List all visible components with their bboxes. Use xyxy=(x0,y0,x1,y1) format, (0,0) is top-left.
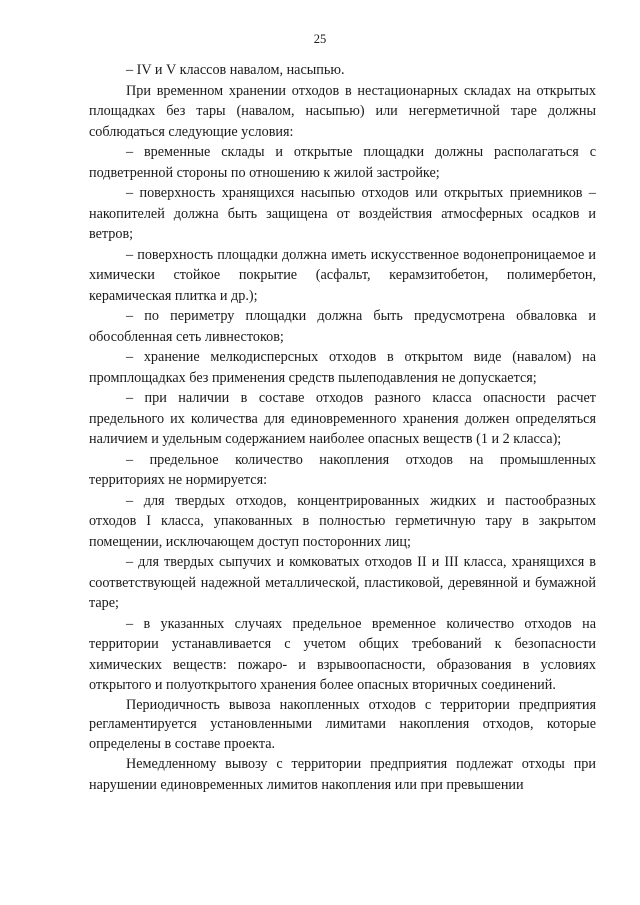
paragraph-class-1-waste: – для твердых отходов, концентрированных жидких и пастообразных отходов I класса, упакованных в полностью герметичную тару в закрытом помещении, исключающем доступ посторонних лиц; xyxy=(89,492,596,550)
page-number: 25 xyxy=(313,32,327,46)
paragraph-temporary-quantity: – в указанных случаях предельное временное количество отходов на территории устанавливается с учетом общих требований к безопасности химических веществ: пожаро- и взрывоопасности, образования в условиях открытого и полуоткрытого хранения более опасных вторичных соединений. xyxy=(89,615,596,693)
paragraph-temporary-storage-intro: При временном хранении отходов в нестационарных складах на открытых площадках без тары (навалом, насыпью) или негерметичной таре должны соблюдаться следующие условия: xyxy=(89,82,596,140)
paragraph-site-coating: – поверхность площадки должна иметь искусственное водонепроницаемое и химически стойкое покрытие (асфальт, керамзитобетон, полимербетон, керамическая плитка и др.); xyxy=(89,246,596,304)
paragraph-surface-protection: – поверхность хранящихся насыпью отходов или открытых приемников – накопителей должна быть защищена от воздействия атмосферных осадков и ветров; xyxy=(89,185,596,242)
paragraph-hazard-classes-calculation: – при наличии в составе отходов разного класса опасности расчет предельного их количества для единовременного хранения должен определяться наличием и удельным содержанием наиболее опасных веществ (1 и 2 класса); xyxy=(89,390,596,447)
paragraph-removal-frequency: Периодичность вывоза накопленных отходов с территории предприятия регламентируется установленными лимитами накопления отходов, которые определены в составе проекта. xyxy=(89,696,596,752)
paragraph-perimeter-embankment: – по периметру площадки должна быть предусмотрена обваловка и обособленная сеть ливнестоков; xyxy=(89,308,596,345)
paragraph-class-2-3-waste: – для твердых сыпучих и комковатых отходов II и III класса, хранящихся в соответствующей надежной металлической, пластиковой, деревянной и бумажной таре; xyxy=(89,554,596,611)
document-body xyxy=(89,60,596,795)
paragraph-leeward-side: – временные склады и открытые площадки должны располагаться с подветренной стороны по отношению к жилой застройке; xyxy=(89,144,596,181)
paragraph-immediate-removal: Немедленному вывозу с территории предприятия подлежат отходы при нарушении единовременных лимитов накопления или при превышении xyxy=(89,756,596,793)
paragraph-fine-dispersed-waste: – хранение мелкодисперсных отходов в открытом виде (навалом) на промплощадках без применения средств пылеподавления не допускается; xyxy=(89,349,596,386)
paragraph-limit-not-regulated: – предельное количество накопления отходов на промышленных территориях не нормируется: xyxy=(89,451,596,488)
paragraph-classes-4-5: – IV и V классов навалом, насыпью. xyxy=(126,62,345,78)
